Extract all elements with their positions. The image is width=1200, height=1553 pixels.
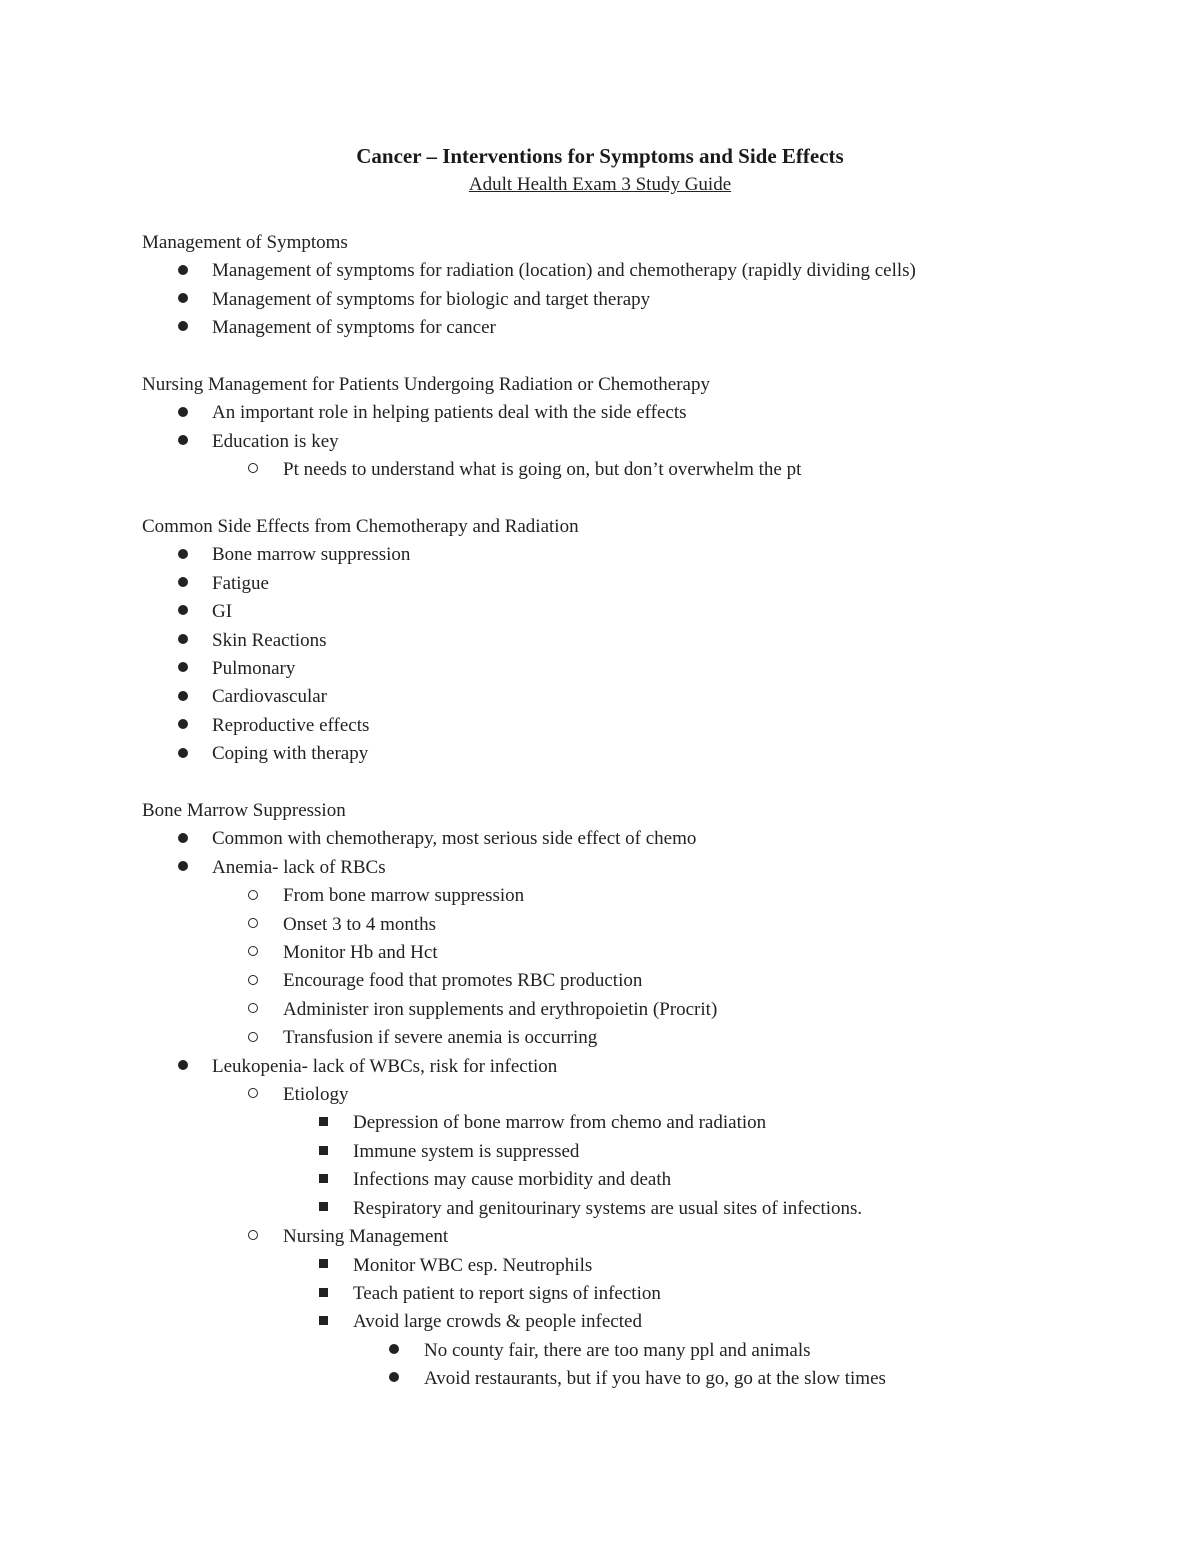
list-item: [142, 911, 1102, 939]
hollow-bullet-icon: [248, 967, 258, 995]
list-item: [142, 740, 1102, 768]
filled-bullet-icon: [178, 740, 188, 768]
list-item: [142, 1053, 1102, 1081]
list-item-text: No county fair, there are too many ppl and animals: [424, 1339, 811, 1361]
filled-bullet-icon: [178, 825, 188, 853]
hollow-bullet-icon: [248, 939, 258, 967]
list-item-text: Pulmonary: [212, 658, 296, 680]
list-item-text: GI: [212, 601, 233, 623]
list-item: [142, 655, 1102, 683]
list-item-text: Avoid large crowds & people infected: [353, 1311, 642, 1333]
list-item-text: Management of symptoms for biologic and target therapy: [212, 288, 651, 310]
list-item-text: Administer iron supplements and erythropoietin (Procrit): [283, 998, 718, 1020]
list-item: [142, 541, 1102, 569]
list-item: [142, 854, 1102, 882]
list-item-text: Anemia- lack of RBCs: [212, 856, 386, 878]
list-item-text: An important role in helping patients deal with the side effects: [212, 402, 687, 424]
filled-bullet-icon: [178, 854, 188, 882]
section-heading: Common Side Effects from Chemotherapy and Radiation: [142, 516, 579, 537]
list-item: [142, 257, 1102, 285]
list-item: [142, 1223, 1102, 1251]
document-subtitle: Adult Health Exam 3 Study Guide: [468, 174, 732, 195]
filled-bullet-icon: [389, 1365, 399, 1393]
list-item-text: Education is key: [212, 430, 339, 452]
filled-bullet-icon: [178, 1053, 188, 1081]
list-item: [142, 1252, 1102, 1280]
section-heading: Nursing Management for Patients Undergoing Radiation or Chemotherapy: [142, 374, 710, 395]
bullet-list: [142, 399, 1102, 484]
list-item-text: Avoid restaurants, but if you have to go, go at the slow times: [424, 1368, 886, 1390]
list-item-text: Respiratory and genitourinary systems are usual sites of infections.: [353, 1197, 863, 1219]
list-item-text: Leukopenia- lack of WBCs, risk for infection: [212, 1055, 558, 1077]
list-item-text: Cardiovascular: [212, 686, 328, 708]
list-item-text: Common with chemotherapy, most serious side effect of chemo: [212, 828, 697, 850]
list-item-text: Infections may cause morbidity and death: [353, 1169, 672, 1191]
list-item-text: Skin Reactions: [212, 629, 327, 651]
list-item: [142, 314, 1102, 342]
list-item: [142, 825, 1102, 853]
list-item-text: Reproductive effects: [212, 714, 370, 736]
list-item-text: Immune system is suppressed: [353, 1140, 580, 1162]
list-item: [142, 882, 1102, 910]
hollow-bullet-icon: [248, 1081, 258, 1109]
list-item: [142, 1166, 1102, 1194]
list-item: [142, 286, 1102, 314]
list-item: [142, 1024, 1102, 1052]
list-item: [142, 1365, 1102, 1393]
list-item: [142, 1081, 1102, 1109]
section-heading: Management of Symptoms: [142, 232, 348, 253]
outline-section: [142, 797, 1102, 1394]
hollow-bullet-icon: [248, 1024, 258, 1052]
list-item: [142, 1308, 1102, 1336]
list-item-text: Transfusion if severe anemia is occurring: [283, 1027, 598, 1049]
hollow-bullet-icon: [248, 996, 258, 1024]
filled-bullet-icon: [178, 627, 188, 655]
list-item-text: Onset 3 to 4 months: [283, 913, 437, 935]
list-item-text: Bone marrow suppression: [212, 544, 411, 566]
list-item: [142, 939, 1102, 967]
list-item-text: Teach patient to report signs of infection: [353, 1282, 661, 1304]
square-bullet-icon: [319, 1252, 328, 1280]
filled-bullet-icon: [389, 1337, 399, 1365]
bullet-list: [142, 541, 1102, 768]
square-bullet-icon: [319, 1308, 328, 1336]
filled-bullet-icon: [178, 712, 188, 740]
document-title: Cancer – Interventions for Symptoms and Side Effects: [356, 144, 844, 168]
list-item-text: Etiology: [283, 1084, 349, 1106]
list-item: [142, 712, 1102, 740]
filled-bullet-icon: [178, 683, 188, 711]
list-item: [142, 627, 1102, 655]
filled-bullet-icon: [178, 314, 188, 342]
list-item: [142, 428, 1102, 456]
list-item: [142, 683, 1102, 711]
filled-bullet-icon: [178, 257, 188, 285]
list-item-text: Fatigue: [212, 572, 269, 594]
hollow-bullet-icon: [248, 882, 258, 910]
outline-section: [142, 371, 1102, 485]
list-item-text: Management of symptoms for cancer: [212, 317, 496, 339]
list-item-text: Depression of bone marrow from chemo and radiation: [353, 1112, 767, 1134]
square-bullet-icon: [319, 1280, 328, 1308]
list-item: [142, 570, 1102, 598]
filled-bullet-icon: [178, 399, 188, 427]
list-item-text: Coping with therapy: [212, 743, 369, 765]
list-item-text: Management of symptoms for radiation (location) and chemotherapy (rapidly dividing cells): [212, 260, 916, 282]
list-item: [142, 1195, 1102, 1223]
bullet-list: [142, 257, 1102, 342]
filled-bullet-icon: [178, 286, 188, 314]
list-item: [142, 1280, 1102, 1308]
list-item: [142, 598, 1102, 626]
list-item-text: From bone marrow suppression: [283, 885, 525, 907]
section-heading: Bone Marrow Suppression: [142, 800, 346, 822]
outline-section: [142, 229, 1102, 343]
square-bullet-icon: [319, 1109, 328, 1137]
list-item: [142, 456, 1102, 484]
bullet-list: [142, 825, 1102, 1393]
list-item: [142, 1138, 1102, 1166]
hollow-bullet-icon: [248, 911, 258, 939]
square-bullet-icon: [319, 1138, 328, 1166]
outline-section: [142, 513, 1102, 769]
filled-bullet-icon: [178, 428, 188, 456]
list-item: [142, 1337, 1102, 1365]
list-item-text: Monitor WBC esp. Neutrophils: [353, 1254, 593, 1276]
filled-bullet-icon: [178, 541, 188, 569]
filled-bullet-icon: [178, 570, 188, 598]
square-bullet-icon: [319, 1195, 328, 1223]
filled-bullet-icon: [178, 598, 188, 626]
list-item-text: Monitor Hb and Hct: [283, 942, 438, 964]
list-item-text: Pt needs to understand what is going on, but don’t overwhelm the pt: [283, 459, 802, 481]
list-item-text: Nursing Management: [283, 1226, 449, 1248]
list-item-text: Encourage food that promotes RBC production: [283, 970, 643, 992]
list-item: [142, 399, 1102, 427]
list-item: [142, 996, 1102, 1024]
filled-bullet-icon: [178, 655, 188, 683]
list-item: [142, 1109, 1102, 1137]
hollow-bullet-icon: [248, 456, 258, 484]
hollow-bullet-icon: [248, 1223, 258, 1251]
document-body: [142, 229, 1102, 1394]
square-bullet-icon: [319, 1166, 328, 1194]
list-item: [142, 967, 1102, 995]
